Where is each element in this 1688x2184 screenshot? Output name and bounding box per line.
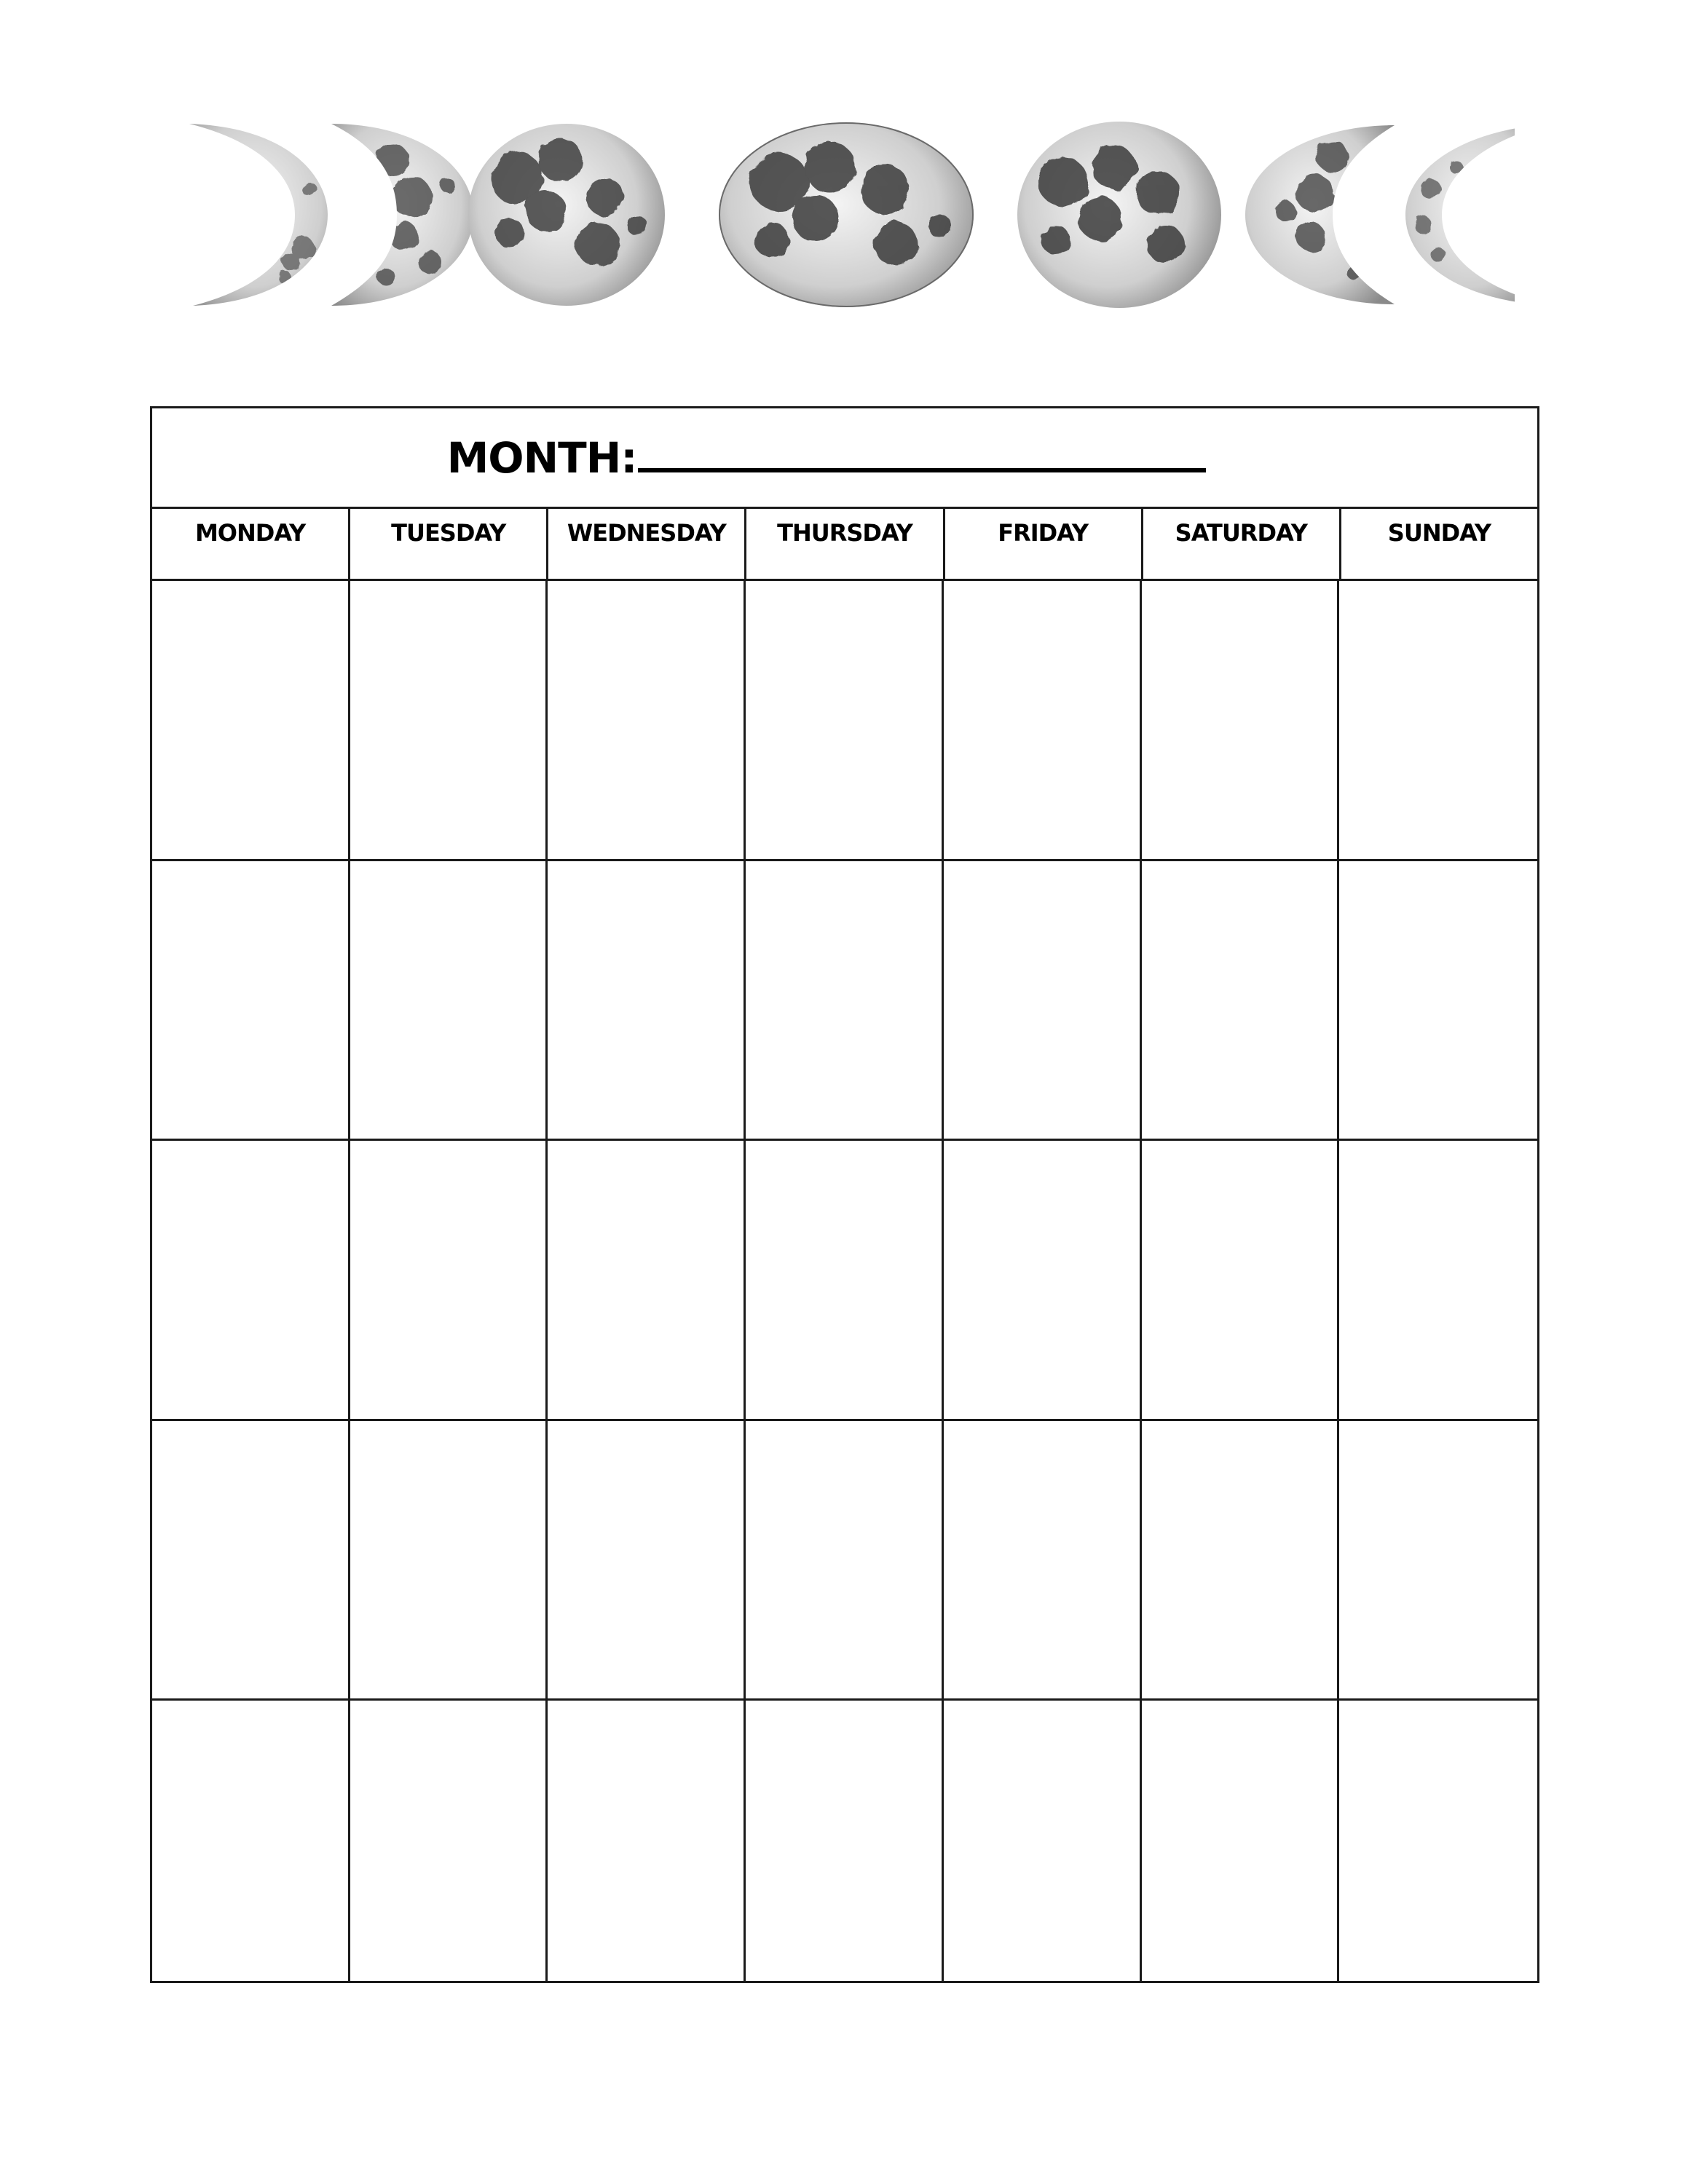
- day-cell[interactable]: [1339, 861, 1537, 1142]
- month-title: [447, 433, 1207, 483]
- day-cell[interactable]: [944, 1421, 1142, 1701]
- month-label: MONTH:: [446, 432, 637, 483]
- month-write-in-line[interactable]: [638, 433, 1206, 472]
- day-cell[interactable]: [350, 1701, 548, 1981]
- day-cell[interactable]: [548, 1701, 746, 1981]
- day-cell[interactable]: [746, 1141, 944, 1421]
- day-cell[interactable]: [152, 861, 350, 1142]
- day-cell[interactable]: [944, 581, 1142, 861]
- day-cell[interactable]: [1339, 581, 1537, 861]
- day-cell[interactable]: [350, 581, 548, 861]
- day-cell[interactable]: [1142, 1701, 1340, 1981]
- day-cell[interactable]: [1142, 581, 1340, 861]
- day-cell[interactable]: [1339, 1141, 1537, 1421]
- day-cells-grid: [152, 581, 1537, 1981]
- day-cell[interactable]: [152, 1141, 350, 1421]
- waxing-crescent-moon-icon: [175, 109, 350, 320]
- day-cell[interactable]: [350, 1421, 548, 1701]
- day-cell[interactable]: [152, 1421, 350, 1701]
- weekday-header-row: [152, 509, 1537, 581]
- day-cell[interactable]: [746, 861, 944, 1142]
- waning-gibbous-moon-icon: [1238, 109, 1405, 320]
- weekday-monday: MONDAY: [152, 509, 350, 579]
- day-cell[interactable]: [746, 581, 944, 861]
- day-cell[interactable]: [548, 1421, 746, 1701]
- gibbous-moon-icon: [466, 109, 670, 320]
- day-cell[interactable]: [152, 1701, 350, 1981]
- day-cell[interactable]: [944, 1141, 1142, 1421]
- day-cell[interactable]: [548, 861, 746, 1142]
- day-cell[interactable]: [746, 1701, 944, 1981]
- month-header: [152, 408, 1537, 509]
- day-cell[interactable]: [1142, 1421, 1340, 1701]
- waning-crescent-moon-icon: [1398, 109, 1515, 320]
- day-cell[interactable]: [1142, 1141, 1340, 1421]
- day-cell[interactable]: [548, 581, 746, 861]
- gibbous-moon-icon: [1012, 109, 1223, 320]
- weekday-tuesday: TUESDAY: [350, 509, 548, 579]
- day-cell[interactable]: [1339, 1701, 1537, 1981]
- day-cell[interactable]: [746, 1421, 944, 1701]
- day-cell[interactable]: [350, 1141, 548, 1421]
- day-cell[interactable]: [152, 581, 350, 861]
- day-cell[interactable]: [944, 1701, 1142, 1981]
- weekday-wednesday: WEDNESDAY: [548, 509, 746, 579]
- day-cell[interactable]: [350, 861, 548, 1142]
- day-cell[interactable]: [944, 861, 1142, 1142]
- weekday-sunday: SUNDAY: [1387, 519, 1491, 547]
- calendar-grid: [150, 406, 1539, 1983]
- day-cell[interactable]: [548, 1141, 746, 1421]
- weekday-thursday: THURSDAY: [746, 509, 944, 579]
- day-cell[interactable]: [1339, 1421, 1537, 1701]
- full-moon-icon: [714, 109, 983, 320]
- day-cell[interactable]: [1142, 861, 1340, 1142]
- weekday-saturday: SATURDAY: [1143, 509, 1341, 579]
- moon-phases-banner: [175, 109, 1515, 320]
- waxing-gibbous-moon-icon: [320, 109, 488, 320]
- weekday-friday: FRIDAY: [945, 509, 1143, 579]
